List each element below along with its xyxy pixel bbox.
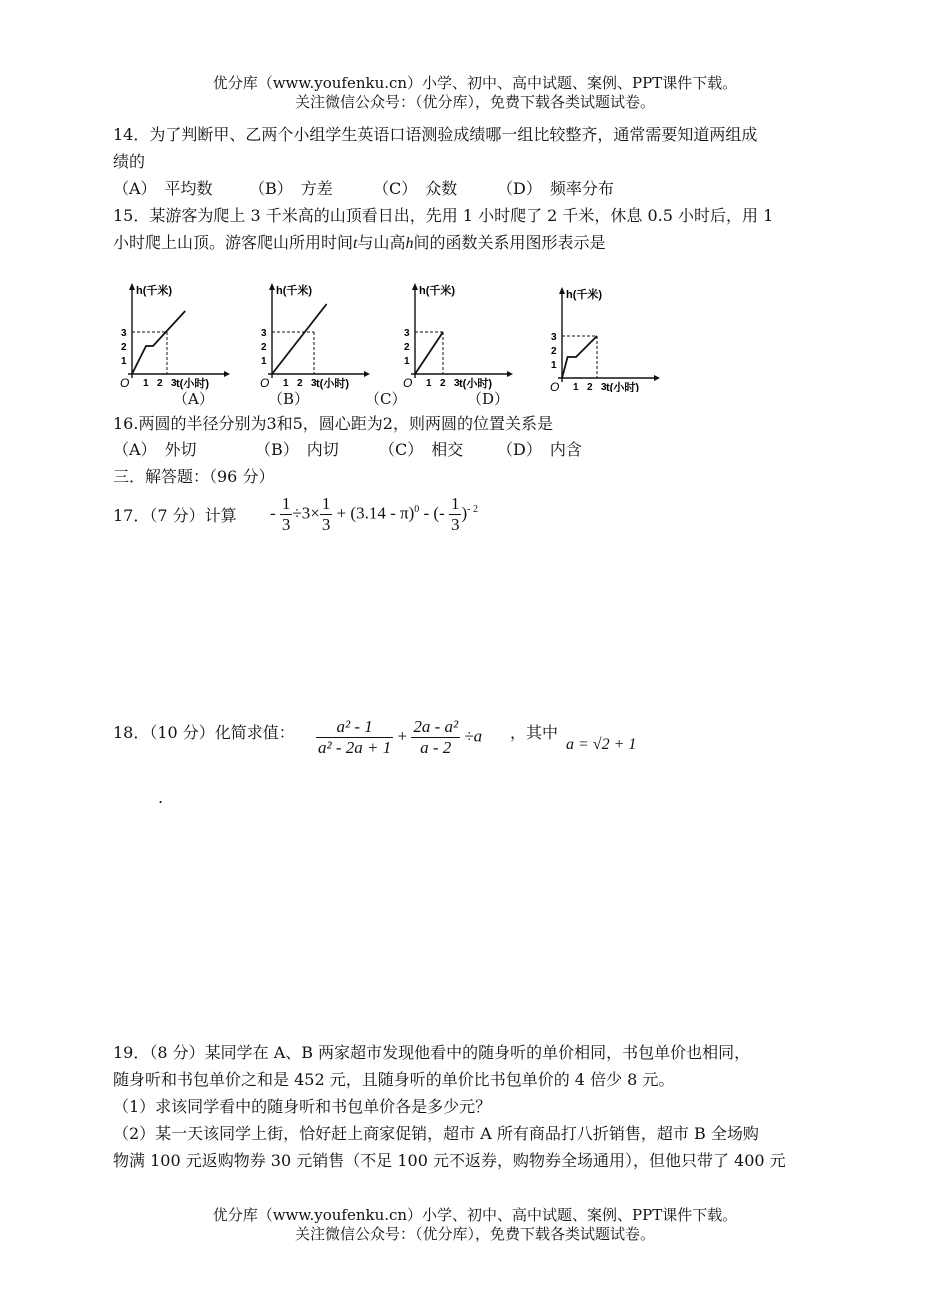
y-axis-arrow (269, 283, 275, 290)
q14-option-d: （D） 频率分布 (497, 179, 614, 198)
y-tick-label: 1 (121, 356, 127, 367)
caption-a: （A） (173, 390, 214, 408)
q14-option-b: （B） 方差 (249, 179, 333, 198)
q18-frac-1: $\frac{\text{a² - 1}}{\text{a² - 2a + 1}}$ (318, 717, 392, 757)
q18-a-value: a = √2 + 1 (566, 736, 637, 753)
footer-line-1: 优分库（www.youfenku.cn）小学、初中、高中试题、案例、PPT课件下载。 (212, 1206, 738, 1224)
graph-c (403, 283, 513, 390)
x-axis-label: t(小时) (316, 378, 349, 390)
y-tick-label: 2 (121, 342, 127, 353)
y-axis-arrow (412, 283, 418, 290)
var-h: h (405, 235, 414, 252)
q15-text-2a: 小时爬上山顶。游客爬山所用时间 (113, 233, 354, 252)
q17-frac-2: $\frac{1}{3}$ (321, 494, 331, 534)
function-line (272, 304, 327, 374)
x-tick-label: 2 (587, 382, 593, 392)
header-line-2: 关注微信公众号：（优分库），免费下载各类试题试卷。 (294, 93, 655, 111)
x-tick-label: 1 (426, 378, 432, 389)
function-line (415, 332, 443, 374)
y-tick-label: 3 (404, 328, 410, 339)
q17-prefix: 17．（7 分）计算 (113, 506, 237, 525)
q14-option-a: （A） 平均数 (113, 179, 213, 198)
section-3-title: 三．解答题：（96 分） (113, 467, 275, 486)
caption-d: （D） (467, 390, 510, 408)
q15-graphs (112, 280, 692, 392)
q17-plus-paren: + (3.14 - π) (336, 503, 415, 523)
y-tick-label: 3 (121, 328, 127, 339)
q16-option-b: （B） 内切 (255, 440, 339, 459)
q16-option-c: （C） 相交 (379, 440, 464, 459)
graph-b (260, 283, 370, 390)
q18-prefix: 18．（10 分）化简求值： (113, 723, 295, 742)
x-tick-label: 3 (171, 378, 177, 389)
q19-line-4: （2）某一天该同学上街，恰好赶上商家促销，超市 A 所有商品打八折销售，超市 B 全场购 (113, 1124, 759, 1143)
y-axis-label: h(千米) (566, 289, 603, 301)
q14-text-2: 绩的 (113, 152, 146, 171)
x-tick-label: 1 (573, 382, 579, 392)
x-axis-label: t(小时) (176, 378, 209, 390)
graph-d (550, 287, 660, 392)
q17-div3x: ÷3× (292, 503, 320, 523)
header-line-1: 优分库（www.youfenku.cn）小学、初中、高中试题、案例、PPT课件下载。 (212, 74, 738, 92)
q18-dot: . (158, 788, 164, 807)
y-axis-arrow (129, 283, 135, 290)
q14-option-c: （C） 众数 (373, 179, 458, 198)
y-tick-label: 1 (551, 360, 557, 371)
function-line (562, 336, 597, 378)
y-axis-arrow (559, 287, 565, 294)
y-tick-label: 2 (261, 342, 267, 353)
y-tick-label: 3 (261, 328, 267, 339)
q15-text-2 (113, 230, 606, 257)
x-axis-arrow (364, 371, 370, 377)
q17-close-paren: ) (461, 503, 468, 523)
x-tick-label: 1 (283, 378, 289, 389)
origin-label: O (260, 376, 270, 390)
q19-line-2: 随身听和书包单价之和是 452 元，且随身听的单价比书包单价的 4 倍少 8 元。 (113, 1070, 675, 1089)
footer-line-2: 关注微信公众号：（优分库），免费下载各类试题试卷。 (294, 1225, 655, 1243)
q15-text-1: 15．某游客为爬上 3 千米高的山顶看日出，先用 1 小时爬了 2 千米，休息 0.5 小时后，用 1 (113, 206, 774, 225)
q19-line-5: 物满 100 元返购物券 30 元销售（不足 100 元不返券，购物券全场通用），但他只带了 400 元 (113, 1151, 786, 1170)
graph-a (120, 283, 230, 390)
q18-plus: + (397, 726, 408, 746)
x-tick-label: 3 (311, 378, 317, 389)
x-tick-label: 1 (143, 378, 149, 389)
y-tick-label: 1 (261, 356, 267, 367)
x-axis-label: t(小时) (459, 378, 492, 390)
y-axis-label: h(千米) (419, 285, 456, 297)
var-t: t (353, 235, 358, 252)
q17-exp-neg2: - 2 (467, 503, 478, 515)
q15-text-2c: 间的函数关系用图形表示是 (413, 233, 606, 252)
q17-frac-1: $\frac{1}{3}$ (281, 494, 291, 534)
y-tick-label: 3 (551, 332, 557, 343)
q16-options (113, 437, 582, 463)
y-axis-label: h(千米) (276, 285, 313, 297)
x-axis-arrow (224, 371, 230, 377)
caption-c: （C） (365, 390, 407, 408)
x-tick-label: 2 (440, 378, 446, 389)
y-axis-label: h(千米) (136, 285, 173, 297)
q17-frac-3: $\frac{1}{3}$ (450, 494, 460, 534)
y-tick-label: 1 (404, 356, 410, 367)
x-axis-label: t(小时) (606, 382, 639, 392)
function-line (132, 311, 185, 374)
q16-option-d: （D） 内含 (497, 440, 582, 459)
origin-label: O (120, 376, 130, 390)
q17-minus: - (270, 503, 276, 523)
q18-where: ，其中 (510, 723, 559, 742)
x-tick-label: 3 (601, 382, 607, 392)
q18-frac-2: $\frac{\text{2a - a²}}{a - 2}$ (413, 717, 459, 757)
y-tick-label: 2 (551, 346, 557, 357)
origin-label: O (403, 376, 413, 390)
y-tick-label: 2 (404, 342, 410, 353)
q19-line-1: 19．（8 分）某同学在 A、B 两家超市发现他看中的随身听的单价相同，书包单价也相同， (113, 1043, 751, 1062)
q14-text-1: 14．为了判断甲、乙两个小组学生英语口语测验成绩哪一组比较整齐，通常需要知道两组成 (113, 125, 758, 144)
x-tick-label: 3 (454, 378, 460, 389)
q19-line-3: （1）求该同学看中的随身听和书包单价各是多少元？ (113, 1097, 492, 1116)
q18-expression (316, 717, 482, 758)
q15-text-2b: 与山高 (357, 233, 406, 252)
x-tick-label: 2 (157, 378, 163, 389)
q14-options (113, 176, 614, 202)
q16-option-a: （A） 外切 (113, 440, 197, 459)
caption-b: （B） (268, 390, 310, 408)
x-axis-arrow (654, 375, 660, 381)
x-tick-label: 2 (297, 378, 303, 389)
q18-div-a: ÷a (464, 726, 483, 746)
x-axis-arrow (507, 371, 513, 377)
q17-expression (270, 494, 478, 535)
q16-text: 16.两圆的半径分别为3和5，圆心距为2，则两圆的位置关系是 (113, 414, 553, 433)
origin-label: O (550, 380, 560, 392)
q17-exp-0: 0 (414, 503, 420, 515)
q17-minus-paren: - (- (423, 503, 445, 523)
